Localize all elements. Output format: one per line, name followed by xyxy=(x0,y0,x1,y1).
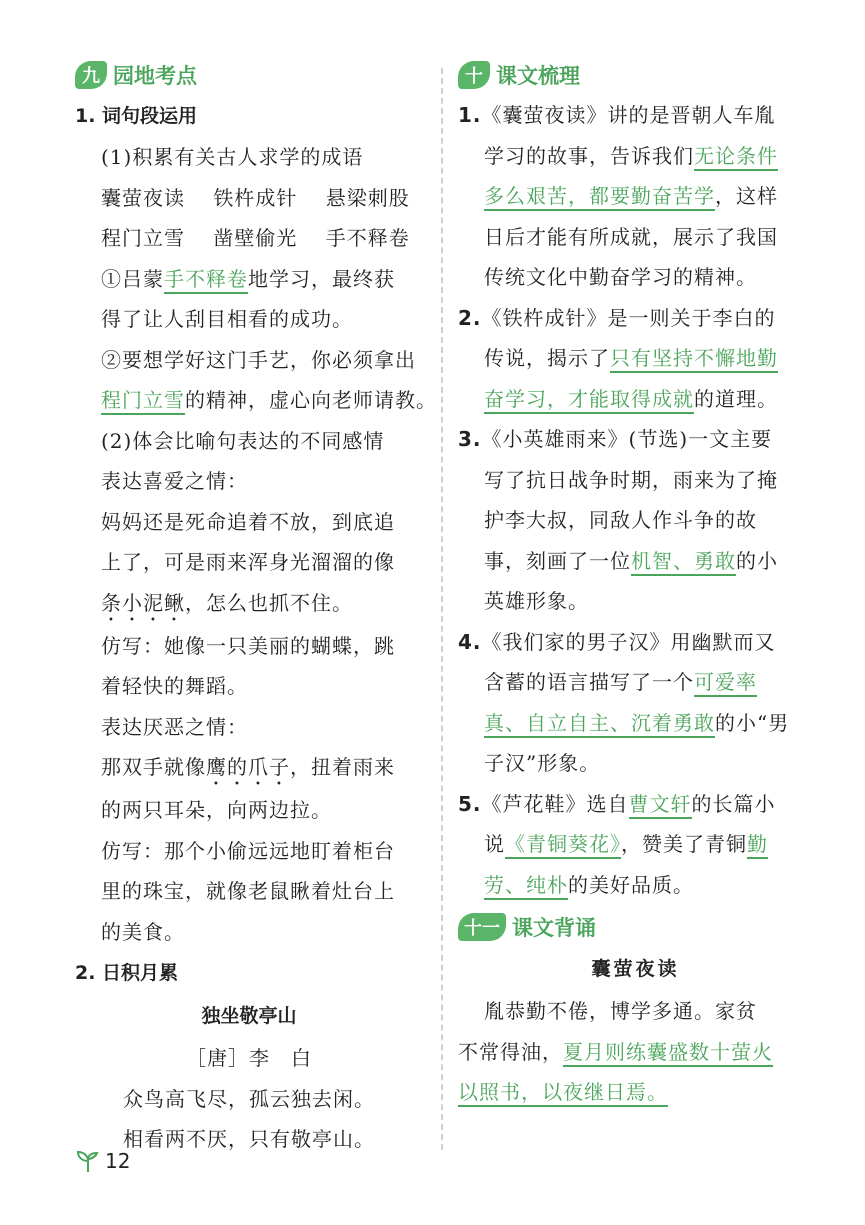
item-text: 的小 xyxy=(736,548,778,573)
item-3-cont xyxy=(458,541,813,582)
answer: 以照书，以夜继日焉。 xyxy=(458,1080,668,1107)
item-text: 的道理。 xyxy=(694,386,778,411)
left-column xyxy=(75,55,437,1160)
section-header-10 xyxy=(458,55,813,95)
item-5-cont xyxy=(458,865,813,906)
sentence-text: ，扭着雨来 xyxy=(290,755,395,779)
classical-text xyxy=(458,1032,813,1073)
item-text: 含蓄的语言描写了一个 xyxy=(484,670,694,694)
right-column xyxy=(458,55,813,1113)
item-3-cont: 英雄形象。 xyxy=(484,589,589,613)
item-2-cont xyxy=(458,338,813,379)
item-1-cont xyxy=(458,176,813,217)
item-text: 事，刻画了一位 xyxy=(484,548,631,573)
item-text: ，这样 xyxy=(715,184,778,208)
question-text: 地学习，最终获 xyxy=(248,266,395,291)
poem-line: 相看两不厌，只有敬亭山。 xyxy=(123,1127,375,1151)
answer: 真、自立自主、沉着勇敢 xyxy=(484,711,715,738)
answer: 机智、勇敢 xyxy=(631,549,736,576)
item-number: 2. xyxy=(458,305,482,330)
item-3 xyxy=(458,419,813,460)
section-header-11 xyxy=(458,907,813,947)
example-sentence xyxy=(75,747,423,790)
column-divider xyxy=(441,68,443,1150)
item-number: 3. xyxy=(458,427,482,451)
item-1 xyxy=(458,95,813,136)
answer: 勤 xyxy=(747,832,768,859)
example-sentence xyxy=(75,583,423,626)
idioms-row: 程门立雪 凿壁偷光 手不释卷 xyxy=(101,226,410,250)
section-number-badge: 九 xyxy=(75,61,107,89)
item-4-cont xyxy=(458,662,813,703)
poem-line: 众鸟高飞尽，孤云独去闲。 xyxy=(123,1086,375,1111)
item-text: 《我们家的男子汉》用幽默而又 xyxy=(481,629,776,654)
imitation: 的美食。 xyxy=(101,919,185,944)
answer: 程门立雪 xyxy=(101,388,185,415)
section-title: 园地考点 xyxy=(113,64,197,88)
classical-text: 胤恭勤不倦，博学多通。家贫 xyxy=(484,999,757,1023)
item-1-cont xyxy=(458,136,813,177)
item-text: ，赞美了青铜 xyxy=(621,832,747,856)
answer: 《青铜葵花》 xyxy=(505,832,621,859)
item-text: 《小英雄雨来》(节选)一文主要 xyxy=(481,427,773,451)
page-footer xyxy=(75,1148,130,1174)
emphasis-text: 鹰的爪子 xyxy=(206,755,290,779)
question-2: ②要想学好这门手艺，你必须拿出 xyxy=(101,347,416,372)
item-3-cont: 护李大叔，同敌人作斗争的故 xyxy=(484,508,757,532)
item-number: 5. xyxy=(458,791,482,816)
heading-daily-accumulation: 2. 日积月累 xyxy=(75,962,179,984)
item-text: 说 xyxy=(484,832,505,856)
item-4 xyxy=(458,622,813,663)
item-4-cont: 子汉”形象。 xyxy=(484,751,601,775)
poem-author: ［唐］李 白 xyxy=(186,1046,312,1070)
item-text: 传说，揭示了 xyxy=(484,346,610,370)
item-text: 的美好品质。 xyxy=(568,872,694,897)
item-text: 学习的故事，告诉我们 xyxy=(484,143,694,168)
answer: 夏月则练囊盛数十萤火 xyxy=(563,1040,773,1067)
answer: 只有坚持不懈地勤 xyxy=(610,346,778,373)
section-number-badge: 十一 xyxy=(458,913,506,941)
imitation: 里的珠宝，就像老鼠瞅着灶台上 xyxy=(101,879,395,903)
example-sentence: 上了，可是雨来浑身光溜溜的像 xyxy=(101,550,395,574)
question-1-cont: 得了让人刮目相看的成功。 xyxy=(101,307,353,331)
heading-word-sentence: 1. 词句段运用 xyxy=(75,105,198,127)
item-2 xyxy=(458,298,813,339)
item-1-cont: 日后才能有所成就，展示了我国 xyxy=(484,224,778,249)
answer: 劳、纯朴 xyxy=(484,873,568,900)
subheading-metaphor: (2)体会比喻句表达的不同感情 xyxy=(101,428,385,453)
example-sentence: 的两只耳朵，向两边拉。 xyxy=(101,798,332,822)
text: 不常得油， xyxy=(458,1039,563,1064)
section-title: 课文背诵 xyxy=(512,916,596,940)
item-text: 《囊萤夜读》讲的是晋朝人车胤 xyxy=(481,103,776,127)
imitation: 着轻快的舞蹈。 xyxy=(101,674,248,698)
example-sentence: 妈妈还是死命追着不放，到底追 xyxy=(101,509,395,534)
classical-text xyxy=(458,1072,813,1113)
item-text: 的长篇小 xyxy=(691,791,776,816)
item-5 xyxy=(458,784,813,825)
item-number: 4. xyxy=(458,629,482,654)
item-3-cont: 写了抗日战争时期，雨来为了掩 xyxy=(484,467,778,492)
answer: 多么艰苦，都要勤奋苦学 xyxy=(484,184,715,211)
sentence-text: ，怎么也抓不住。 xyxy=(185,590,353,615)
item-1-cont: 传统文化中勤奋学习的精神。 xyxy=(484,265,757,289)
item-text: 的小“男 xyxy=(715,710,790,735)
emphasis-text: 条小泥鳅 xyxy=(101,590,185,615)
imitation: 仿写：她像一只美丽的蝴蝶，跳 xyxy=(101,633,395,658)
item-5-cont xyxy=(458,824,813,865)
question-2-cont xyxy=(75,380,437,421)
sprout-icon xyxy=(75,1148,101,1174)
answer: 可爱率 xyxy=(694,670,757,697)
section-number-badge: 十 xyxy=(458,61,490,89)
imitation: 仿写：那个小偷远远地盯着柜台 xyxy=(101,838,395,863)
item-2-cont xyxy=(458,379,813,420)
label-love: 表达喜爱之情： xyxy=(101,469,248,493)
item-text: 《铁杵成针》是一则关于李白的 xyxy=(481,305,776,330)
answer: 奋学习，才能取得成就 xyxy=(484,387,694,414)
sentence-text: 那双手就像 xyxy=(101,755,206,779)
page-number: 12 xyxy=(105,1149,131,1173)
item-4-cont xyxy=(458,703,813,744)
section-title: 课文梳理 xyxy=(496,64,580,88)
item-number: 1. xyxy=(458,103,482,127)
poem-title: 独坐敬亭山 xyxy=(201,1005,297,1027)
answer: 无论条件 xyxy=(694,144,778,171)
section-header-9 xyxy=(75,55,423,95)
subheading-idioms: (1)积累有关古人求学的成语 xyxy=(101,145,364,169)
idioms-row: 囊萤夜读 铁杵成针 悬梁刺股 xyxy=(101,185,410,210)
question-text: 的精神，虚心向老师请教。 xyxy=(185,388,437,412)
question-text: ①吕蒙 xyxy=(101,266,164,291)
answer: 手不释卷 xyxy=(164,267,248,294)
answer: 曹文轩 xyxy=(629,792,692,819)
question-1 xyxy=(75,259,423,300)
item-text: 《芦花鞋》选自 xyxy=(481,791,629,816)
label-hate: 表达厌恶之情： xyxy=(101,714,248,739)
text-title: 囊萤夜读 xyxy=(591,958,680,980)
